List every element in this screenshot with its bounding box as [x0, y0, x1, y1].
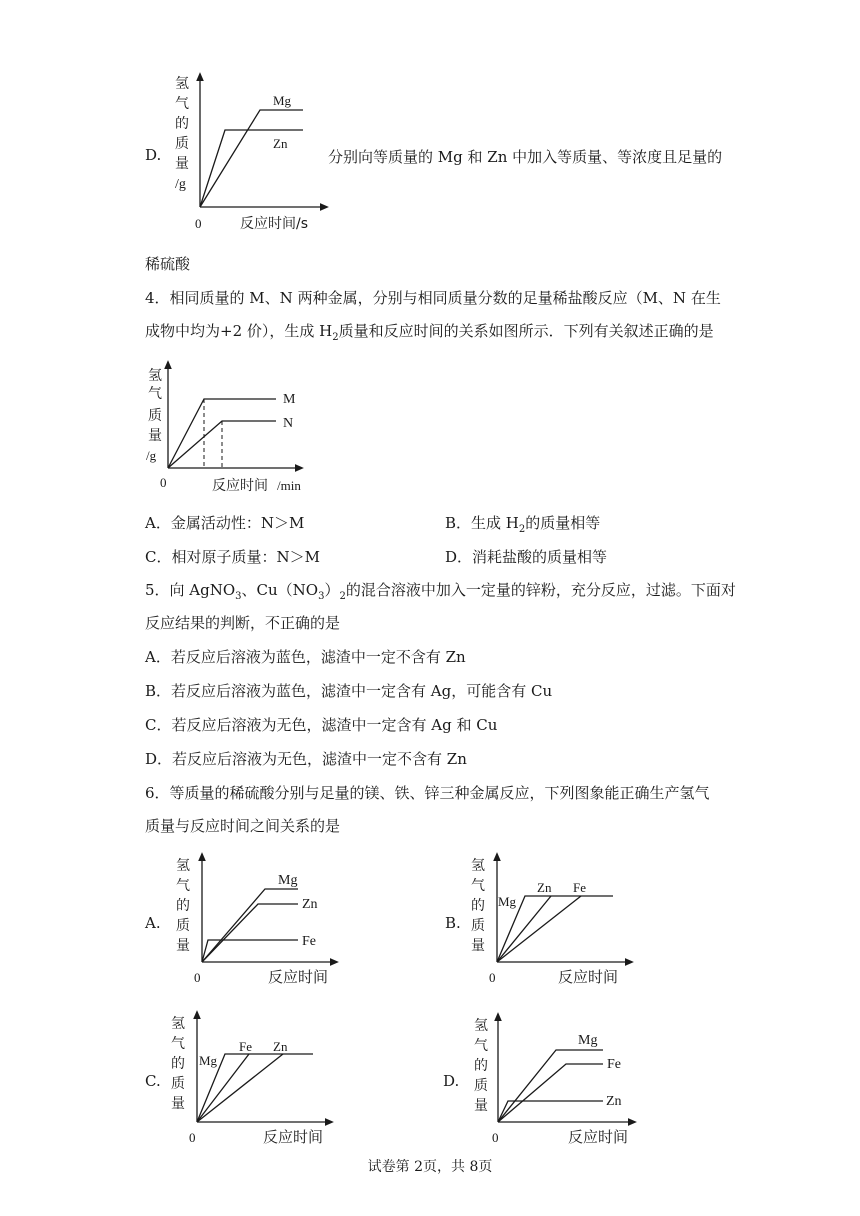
y-label-char: 的 [471, 899, 485, 914]
q4-option-c[interactable]: C．相对原子质量：N＞M [145, 548, 320, 566]
q4-stem-line1: 4．相同质量的 M、N 两种金属，分别与相同质量分数的足量稀盐酸反应（M、N 在生 [145, 289, 721, 307]
origin-label: 0 [195, 216, 202, 231]
q5-stem-text: 5．向 AgNO [145, 581, 236, 599]
y-label-char: 气 [474, 1039, 488, 1054]
series-label-fe: Fe [573, 880, 586, 895]
series-label-m: M [283, 392, 296, 407]
series-line-zn [202, 904, 298, 962]
q5-option-c[interactable]: C．若反应后溶液为无色，滤渣中一定含有 Ag 和 Cu [145, 716, 498, 734]
series-label-n: N [283, 416, 294, 431]
series-label-zn: Zn [273, 136, 288, 151]
q5-stem-text: ） [324, 581, 340, 599]
series-label-zn: Zn [302, 897, 318, 912]
q6-option-b-label[interactable]: B. [445, 914, 461, 932]
subscript: 2 [518, 524, 526, 535]
series-line-mg [202, 889, 298, 962]
q4-stem-text: 成物中均为+2 价），生成 H [145, 322, 333, 340]
series-line-fe [202, 940, 298, 962]
q6-b-graph [465, 852, 640, 992]
q3-option-d-text-cont: 稀硫酸 [145, 255, 191, 273]
subscript: 2 [339, 591, 346, 602]
q4-stem-text: 质量和反应时间的关系如图所示．下列有关叙述正确的是 [338, 322, 714, 340]
y-label-char: 质 [474, 1079, 488, 1094]
q4-option-a[interactable]: A．金属活动性：N＞M [145, 514, 305, 532]
series-label-zn: Zn [537, 880, 552, 895]
y-label-unit: /g [146, 448, 157, 463]
subscript: 3 [235, 591, 242, 602]
origin-label: 0 [194, 970, 201, 985]
series-line-zn [498, 1101, 603, 1122]
q3-d-graph [165, 70, 335, 235]
y-label-char: 氢 [471, 859, 485, 874]
q3-option-d-text: 分别向等质量的 Mg 和 Zn 中加入等质量、等浓度且足量的 [328, 148, 723, 166]
series-line-fe [498, 1064, 603, 1122]
q5-stem-line1 [145, 580, 736, 607]
y-label-char: /g [175, 177, 186, 192]
origin-label: 0 [189, 1130, 196, 1145]
y-label-char: 气 [176, 879, 190, 894]
y-label-char: 的 [171, 1057, 185, 1072]
q4-option-d[interactable]: D．消耗盐酸的质量相等 [445, 548, 608, 566]
y-label-char: 的 [474, 1059, 488, 1074]
y-label-char: 氢 [474, 1019, 488, 1034]
q5-stem-text: 的混合溶液中加入一定量的锌粉，充分反应，过滤。下面对 [345, 581, 736, 599]
q5-stem-text: 、Cu（NO [241, 581, 319, 599]
x-axis-label: 反应时间 [558, 968, 619, 986]
series-line-zn [200, 130, 303, 207]
q6-option-c-label[interactable]: C. [145, 1072, 161, 1090]
page-footer: 试卷第 2页，共 8页 [367, 1159, 493, 1175]
series-label-mg: Mg [278, 873, 298, 888]
y-label-char: 气 [175, 97, 189, 112]
origin-label: 0 [489, 970, 496, 985]
y-label-char: 氢 [171, 1017, 185, 1032]
y-label-char: 量 [171, 1097, 185, 1112]
x-axis-label: 反应时间/s [240, 216, 309, 232]
subscript: 3 [318, 591, 325, 602]
y-label-char: 量 [176, 939, 190, 954]
series-label-zn: Zn [606, 1094, 622, 1109]
q6-c-graph [165, 1010, 340, 1150]
y-label-char: 的 [176, 899, 190, 914]
x-axis-label: 反应时间 [263, 1128, 324, 1146]
y-label-char: 量 [474, 1099, 488, 1114]
series-label-mg: Mg [199, 1053, 218, 1068]
series-label-fe: Fe [239, 1039, 252, 1054]
y-label-char: 气 [148, 387, 162, 402]
q4-option-b-text: B．生成 H [445, 514, 519, 532]
q4-option-b-text: 的质量相等 [525, 514, 601, 532]
q6-a-graph [170, 852, 345, 992]
y-label-char: 气 [471, 879, 485, 894]
y-label-char: 气 [171, 1037, 185, 1052]
y-label-char: 质 [176, 919, 190, 934]
q3-option-d-label[interactable]: D. [145, 146, 162, 164]
q5-option-a[interactable]: A．若反应后溶液为蓝色，滤渣中一定不含有 Zn [145, 648, 466, 666]
q6-d-graph [468, 1012, 643, 1152]
x-axis-unit: /min [277, 478, 301, 493]
y-label-char: 氢 [175, 77, 189, 92]
x-axis-label: 反应时间 [212, 478, 268, 494]
q6-stem-line1: 6．等质量的稀硫酸分别与足量的镁、铁、锌三种金属反应，下列图象能正确生产氢气 [145, 784, 710, 802]
subscript: 2 [332, 332, 339, 343]
origin-label: 0 [160, 475, 167, 490]
x-axis-label: 反应时间 [568, 1128, 629, 1146]
y-label-char: 质 [148, 409, 162, 424]
y-label-char: 的 [175, 117, 189, 132]
y-label-char: 质 [175, 137, 189, 152]
series-label-fe: Fe [302, 934, 316, 949]
q6-option-d-label[interactable]: D. [443, 1072, 460, 1090]
series-label-mg: Mg [498, 894, 517, 909]
y-label-char: 量 [175, 157, 189, 172]
x-axis-label: 反应时间 [268, 968, 329, 986]
q5-option-b[interactable]: B．若反应后溶液为蓝色，滤渣中一定含有 Ag，可能含有 Cu [145, 682, 553, 700]
q6-option-a-label[interactable]: A. [145, 914, 161, 932]
y-label-char: 量 [471, 939, 485, 954]
series-line-mg [498, 1050, 603, 1122]
series-label-mg: Mg [273, 93, 292, 108]
y-label-char: 质 [471, 919, 485, 934]
y-label-char: 质 [171, 1077, 185, 1092]
series-label-fe: Fe [607, 1057, 621, 1072]
series-label-zn: Zn [273, 1039, 288, 1054]
q5-stem-line2: 反应结果的判断，不正确的是 [145, 614, 341, 632]
y-label-char: 氢 [148, 369, 162, 384]
q6-stem-line2: 质量与反应时间之间关系的是 [145, 817, 341, 835]
origin-label: 0 [492, 1130, 499, 1145]
y-label-char: 氢 [176, 859, 190, 874]
q4-stem-line2 [145, 321, 714, 348]
y-label-char: 量 [148, 429, 162, 444]
series-label-mg: Mg [578, 1033, 598, 1048]
q5-option-d[interactable]: D．若反应后溶液为无色，滤渣中一定不含有 Zn [145, 750, 467, 768]
q4-graph [140, 360, 315, 500]
q4-option-b[interactable] [445, 512, 600, 535]
